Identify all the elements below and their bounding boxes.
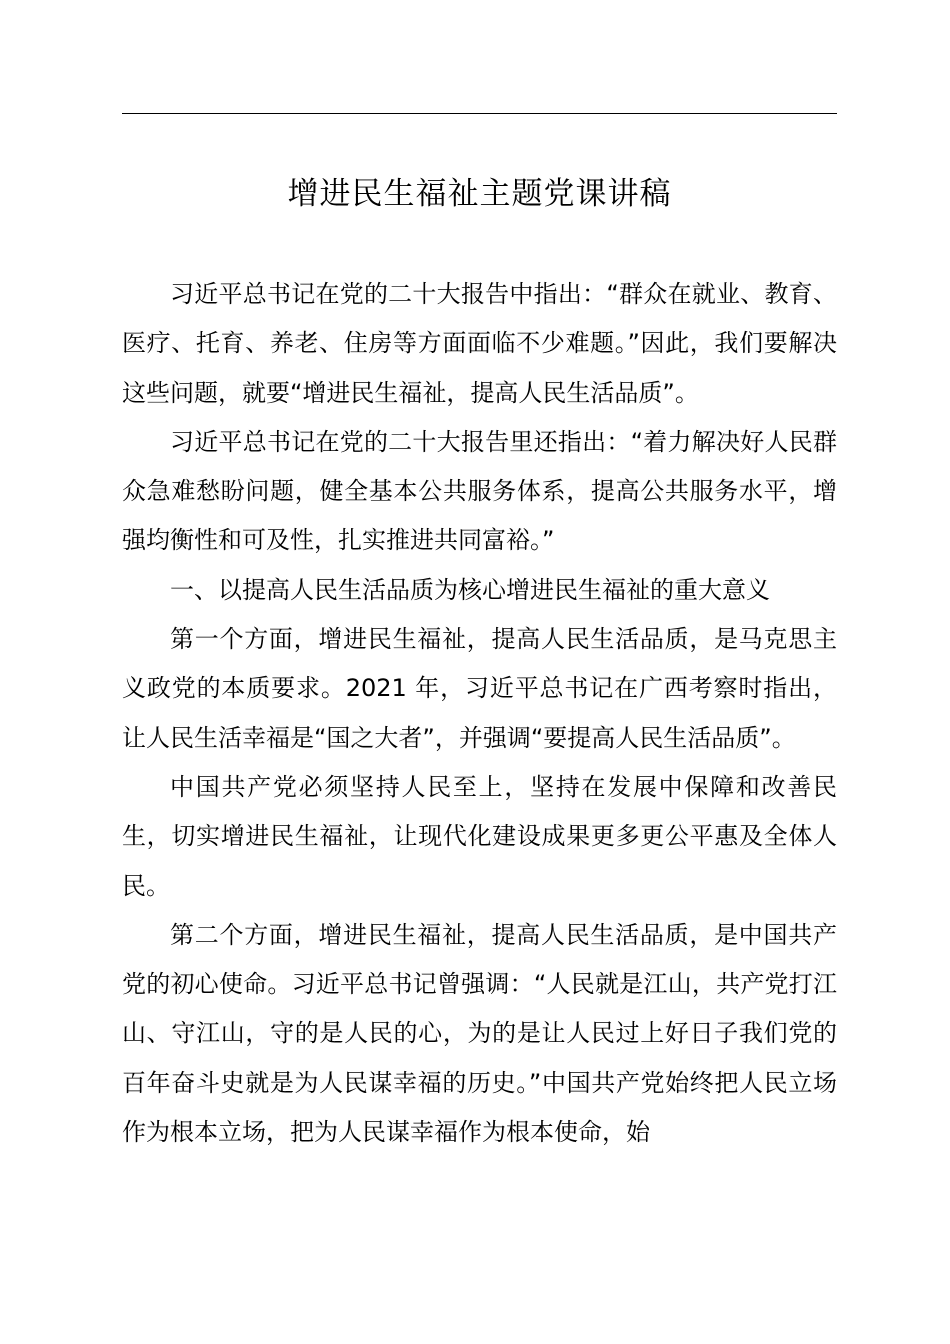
paragraph-4: 中国共产党必须坚持人民至上，坚持在发展中保障和改善民生，切实增进民生福祉，让现代化建设成果更多更公平惠及全体人民。	[122, 772, 837, 900]
paragraph-1: 习近平总书记在党的二十大报告中指出：“群众在就业、教育、医疗、托育、养老、住房等方面面临不少难题。”因此，我们要解决这些问题，就要“增进民生福祉，提高人民生活品质”。	[122, 280, 837, 407]
document-title: 增进民生福祉主题党课讲稿	[287, 176, 672, 212]
paragraph-3: 第一个方面，增进民生福祉，提高人民生活品质，是马克思主义政党的本质要求。2021 年，习近平总书记在广西考察时指出，让人民生活幸福是“国之大者”，并强调“要提高人民生活品质”。	[122, 625, 837, 752]
header-rule	[122, 113, 837, 114]
paragraph-5: 第二个方面，增进民生福祉，提高人民生活品质，是中国共产党的初心使命。习近平总书记曾强调：“人民就是江山，共产党打江山、守江山，守的是人民的心，为的是让人民过上好日子我们党的百年奋斗史就是为人民谋幸福的历史。”中国共产党始终把人民立场作为根本立场，把为人民谋幸福作为根本使命，始	[122, 920, 837, 1147]
document-body	[122, 270, 837, 1157]
section-heading-1: 一、以提高人民生活品质为核心增进民生福祉的重大意义	[170, 575, 770, 604]
paragraph-2: 习近平总书记在党的二十大报告里还指出：“着力解决好人民群众急难愁盼问题，健全基本公共服务体系，提高公共服务水平，增强均衡性和可及性，扎实推进共同富裕。”	[122, 427, 837, 555]
